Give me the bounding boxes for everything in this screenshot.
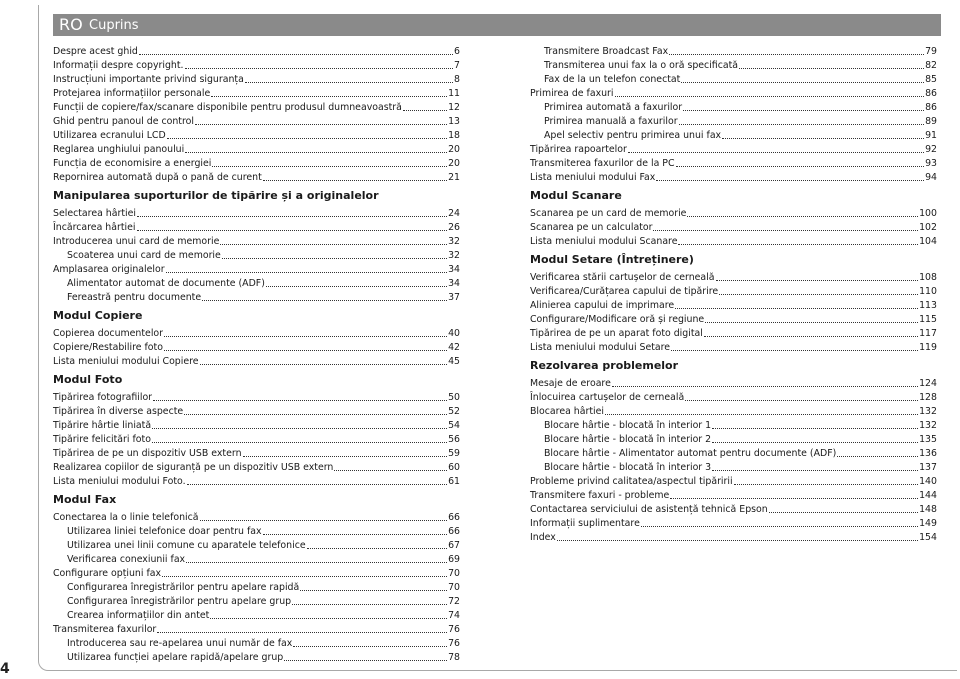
toc-entry[interactable]: Tipărirea fotografiilor 50 [53, 392, 460, 403]
toc-subentry[interactable]: Apel selectiv pentru primirea unui fax 91 [544, 130, 937, 141]
toc-entry[interactable]: Tipărirea de pe un dispozitiv USB extern 59 [53, 448, 460, 459]
toc-entry[interactable]: Verificarea stării cartușelor de cerneală 108 [530, 272, 937, 283]
toc-subentry[interactable]: Primirea automată a faxurilor 86 [544, 102, 937, 113]
toc-entry[interactable]: Tipărire felicitări foto 56 [53, 434, 460, 445]
section-heading[interactable]: Modul Scanare [530, 189, 622, 202]
toc-entry[interactable]: Conectarea la o linie telefonică 66 [53, 512, 460, 523]
toc-entry[interactable]: Lista meniului modului Scanare 104 [530, 236, 937, 247]
toc-entry[interactable]: Repornirea automată după o pană de curent 21 [53, 172, 460, 183]
toc-entry[interactable]: Despre acest ghid 6 [53, 46, 460, 57]
toc-entry[interactable]: Selectarea hârtiei 24 [53, 208, 460, 219]
toc-entry[interactable]: Configurare/Modificare oră și regiune 115 [530, 314, 937, 325]
toc-subentry[interactable]: Transmitere Broadcast Fax 79 [544, 46, 937, 57]
toc-entry[interactable]: Transmiterea faxurilor de la PC 93 [530, 158, 937, 169]
toc-entry[interactable]: Configurare opțiuni fax 70 [53, 568, 460, 579]
toc-subentry[interactable]: Transmiterea unui fax la o oră specificată 82 [544, 60, 937, 71]
toc-entry[interactable]: Copiere/Restabilire foto 42 [53, 342, 460, 353]
toc-subentry[interactable]: Verificarea conexiunii fax 69 [67, 554, 460, 565]
toc-entry[interactable]: Primirea de faxuri 86 [530, 88, 937, 99]
toc-entry[interactable]: Lista meniului modului Setare 119 [530, 342, 937, 353]
toc-entry[interactable]: Contactarea serviciului de asistență tehnică Epson 148 [530, 504, 937, 515]
toc-entry[interactable]: Tipărirea rapoartelor 92 [530, 144, 937, 155]
toc-entry[interactable]: Ghid pentru panoul de control 13 [53, 116, 460, 127]
toc-entry[interactable]: Scanarea pe un calculator 102 [530, 222, 937, 233]
toc-subentry[interactable]: Crearea informațiilor din antet 74 [67, 610, 460, 621]
toc-entry[interactable]: Blocarea hârtiei 132 [530, 406, 937, 417]
toc-entry[interactable]: Încărcarea hârtiei 26 [53, 222, 460, 233]
section-heading[interactable]: Modul Copiere [53, 309, 143, 322]
section-heading[interactable]: Modul Foto [53, 373, 123, 386]
toc-entry[interactable]: Probleme privind calitatea/aspectul tipăririi 140 [530, 476, 937, 487]
toc-subentry[interactable]: Utilizarea liniei telefonice doar pentru fax 66 [67, 526, 460, 537]
toc-entry[interactable]: Instrucțiuni importante privind siguranța 8 [53, 74, 460, 85]
toc-entry[interactable]: Tipărire hârtie liniată 54 [53, 420, 460, 431]
toc-entry[interactable]: Protejarea informațiilor personale 11 [53, 88, 460, 99]
toc-subentry[interactable]: Blocare hârtie - blocată în interior 2 135 [544, 434, 937, 445]
toc-entry[interactable]: Informații suplimentare 149 [530, 518, 937, 529]
toc-entry[interactable]: Funcții de copiere/fax/scanare disponibile pentru produsul dumneavoastră 12 [53, 102, 460, 113]
toc-entry[interactable]: Transmiterea faxurilor 76 [53, 624, 460, 635]
toc-entry[interactable]: Mesaje de eroare 124 [530, 378, 937, 389]
toc-subentry[interactable]: Alimentator automat de documente (ADF) 34 [67, 278, 460, 289]
section-heading[interactable]: Manipularea suporturilor de tipărire și a originalelor [53, 189, 379, 202]
toc-entry[interactable]: Funcția de economisire a energiei 20 [53, 158, 460, 169]
toc-entry[interactable]: Utilizarea ecranului LCD 18 [53, 130, 460, 141]
toc-subentry[interactable]: Introducerea sau re-apelarea unui număr de fax 76 [67, 638, 460, 649]
toc-subentry[interactable]: Configurarea înregistrărilor pentru apelare grup 72 [67, 596, 460, 607]
toc-entry[interactable]: Introducerea unui card de memorie 32 [53, 236, 460, 247]
toc-entry[interactable]: Copierea documentelor 40 [53, 328, 460, 339]
toc-subentry[interactable]: Fax de la un telefon conectat 85 [544, 74, 937, 85]
toc-header [53, 14, 941, 36]
page-number: 4 [0, 661, 10, 677]
toc-entry[interactable]: Amplasarea originalelor 34 [53, 264, 460, 275]
toc-entry[interactable]: Informații despre copyright. 7 [53, 60, 460, 71]
toc-entry[interactable]: Verificarea/Curățarea capului de tipărire 110 [530, 286, 937, 297]
toc-subentry[interactable]: Scoaterea unui card de memorie 32 [67, 250, 460, 261]
toc-entry[interactable]: Lista meniului modului Foto. 61 [53, 476, 460, 487]
toc-subentry[interactable]: Blocare hârtie - Alimentator automat pentru documente (ADF) 136 [544, 448, 937, 459]
section-heading[interactable]: Modul Setare (Întreținere) [530, 253, 694, 266]
section-heading[interactable]: Rezolvarea problemelor [530, 359, 679, 372]
toc-entry[interactable]: Scanarea pe un card de memorie 100 [530, 208, 937, 219]
toc-subentry[interactable]: Utilizarea unei linii comune cu aparatele telefonice 67 [67, 540, 460, 551]
toc-entry[interactable]: Reglarea unghiului panoului 20 [53, 144, 460, 155]
toc-entry[interactable]: Alinierea capului de imprimare 113 [530, 300, 937, 311]
toc-entry[interactable]: Tipărirea de pe un aparat foto digital 117 [530, 328, 937, 339]
toc-entry[interactable]: Lista meniului modului Copiere 45 [53, 356, 460, 367]
section-heading[interactable]: Modul Fax [53, 493, 117, 506]
toc-entry[interactable]: Înlocuirea cartușelor de cerneală 128 [530, 392, 937, 403]
toc-entry[interactable]: Tipărirea în diverse aspecte 52 [53, 406, 460, 417]
toc-entry-index[interactable]: Index 154 [530, 532, 937, 543]
toc-left-column [53, 44, 460, 664]
toc-entry[interactable]: Lista meniului modului Fax 94 [530, 172, 937, 183]
toc-entry[interactable]: Realizarea copiilor de siguranță pe un dispozitiv USB extern 60 [53, 462, 460, 473]
toc-subentry[interactable]: Utilizarea funcției apelare rapidă/apelare grup 78 [67, 652, 460, 663]
toc-subentry[interactable]: Blocare hârtie - blocată în interior 1 132 [544, 420, 937, 431]
toc-subentry[interactable]: Fereastră pentru documente 37 [67, 292, 460, 303]
toc-entry[interactable]: Transmitere faxuri - probleme 144 [530, 490, 937, 501]
toc-right-column [530, 44, 937, 544]
toc-subentry[interactable]: Blocare hârtie - blocată în interior 3 137 [544, 462, 937, 473]
toc-subentry[interactable]: Primirea manuală a faxurilor 89 [544, 116, 937, 127]
toc-subentry[interactable]: Configurarea înregistrărilor pentru apelare rapidă 70 [67, 582, 460, 593]
language-code: RO [59, 15, 83, 34]
page-title: Cuprins [89, 18, 139, 33]
